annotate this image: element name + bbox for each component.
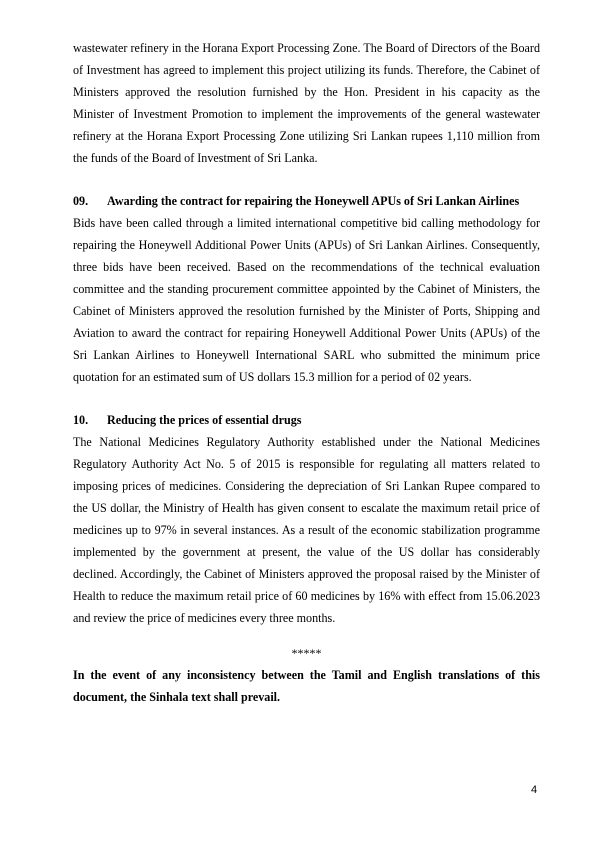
section-10: [73, 410, 540, 629]
section-title: Awarding the contract for repairing the Honeywell APUs of Sri Lankan Airlines: [107, 194, 520, 209]
section-heading: [73, 191, 540, 213]
section-body: Bids have been called through a limited international competitive bid calling methodology for repairing the Honeywell Additional Power Units (APUs) of Sri Lankan Airlines. Consequently, three bids have been received. Based on the recommendations of the technical evaluation committee and the standing procurement committee appointed by the Cabinet of Ministers, the Cabinet of Ministers approved the resolution furnished by the Minister of Ports, Shipping and Aviation to award the contract for repairing Honeywell Additional Power Units (APUs) of the Sri Lankan Airlines to Honeywell International SARL who submitted the minimum price quotation for an estimated sum of US dollars 15.3 million for a period of 02 years.: [73, 216, 540, 384]
section-number: 10.: [73, 413, 89, 428]
separator-stars: *****: [291, 646, 322, 661]
section-title: Reducing the prices of essential drugs: [107, 413, 302, 428]
closing-note: In the event of any inconsistency between the Tamil and English translations of this document, the Sinhala text shall prevail.: [73, 668, 540, 705]
page-content: [73, 38, 540, 709]
section-number: 09.: [73, 194, 89, 209]
section-body: The National Medicines Regulatory Authority established under the National Medicines Regulatory Authority Act No. 5 of 2015 is responsible for regulating all matters related to imposing prices of medicines. Considering the depreciation of Sri Lankan Rupee compared to the US dollar, the Ministry of Health has given consent to escalate the maximum retail price of medicines up to 97% in several instances. As a result of the economic stabilization programme implemented by the government at present, the value of the US dollar has considerably declined. Accordingly, the Cabinet of Ministers approved the proposal raised by the Minister of Health to reduce the maximum retail price of 60 medicines by 16% with effect from 15.06.2023 and review the price of medicines every three months.: [73, 435, 540, 625]
section-heading: [73, 410, 540, 432]
intro-paragraph: wastewater refinery in the Horana Export Processing Zone. The Board of Directors of the Board of Investment has agreed to implement this project utilizing its funds. Therefore, the Cabinet of Ministers approved the resolution furnished by the Hon. President in his capacity as the Minister of Investment Promotion to implement the improvements of the general wastewater refinery at the Horana Export Processing Zone utilizing Sri Lankan rupees 1,110 million from the funds of the Board of Investment of Sri Lanka.: [73, 41, 540, 165]
page-number: 4: [531, 784, 538, 796]
section-09: [73, 191, 540, 388]
